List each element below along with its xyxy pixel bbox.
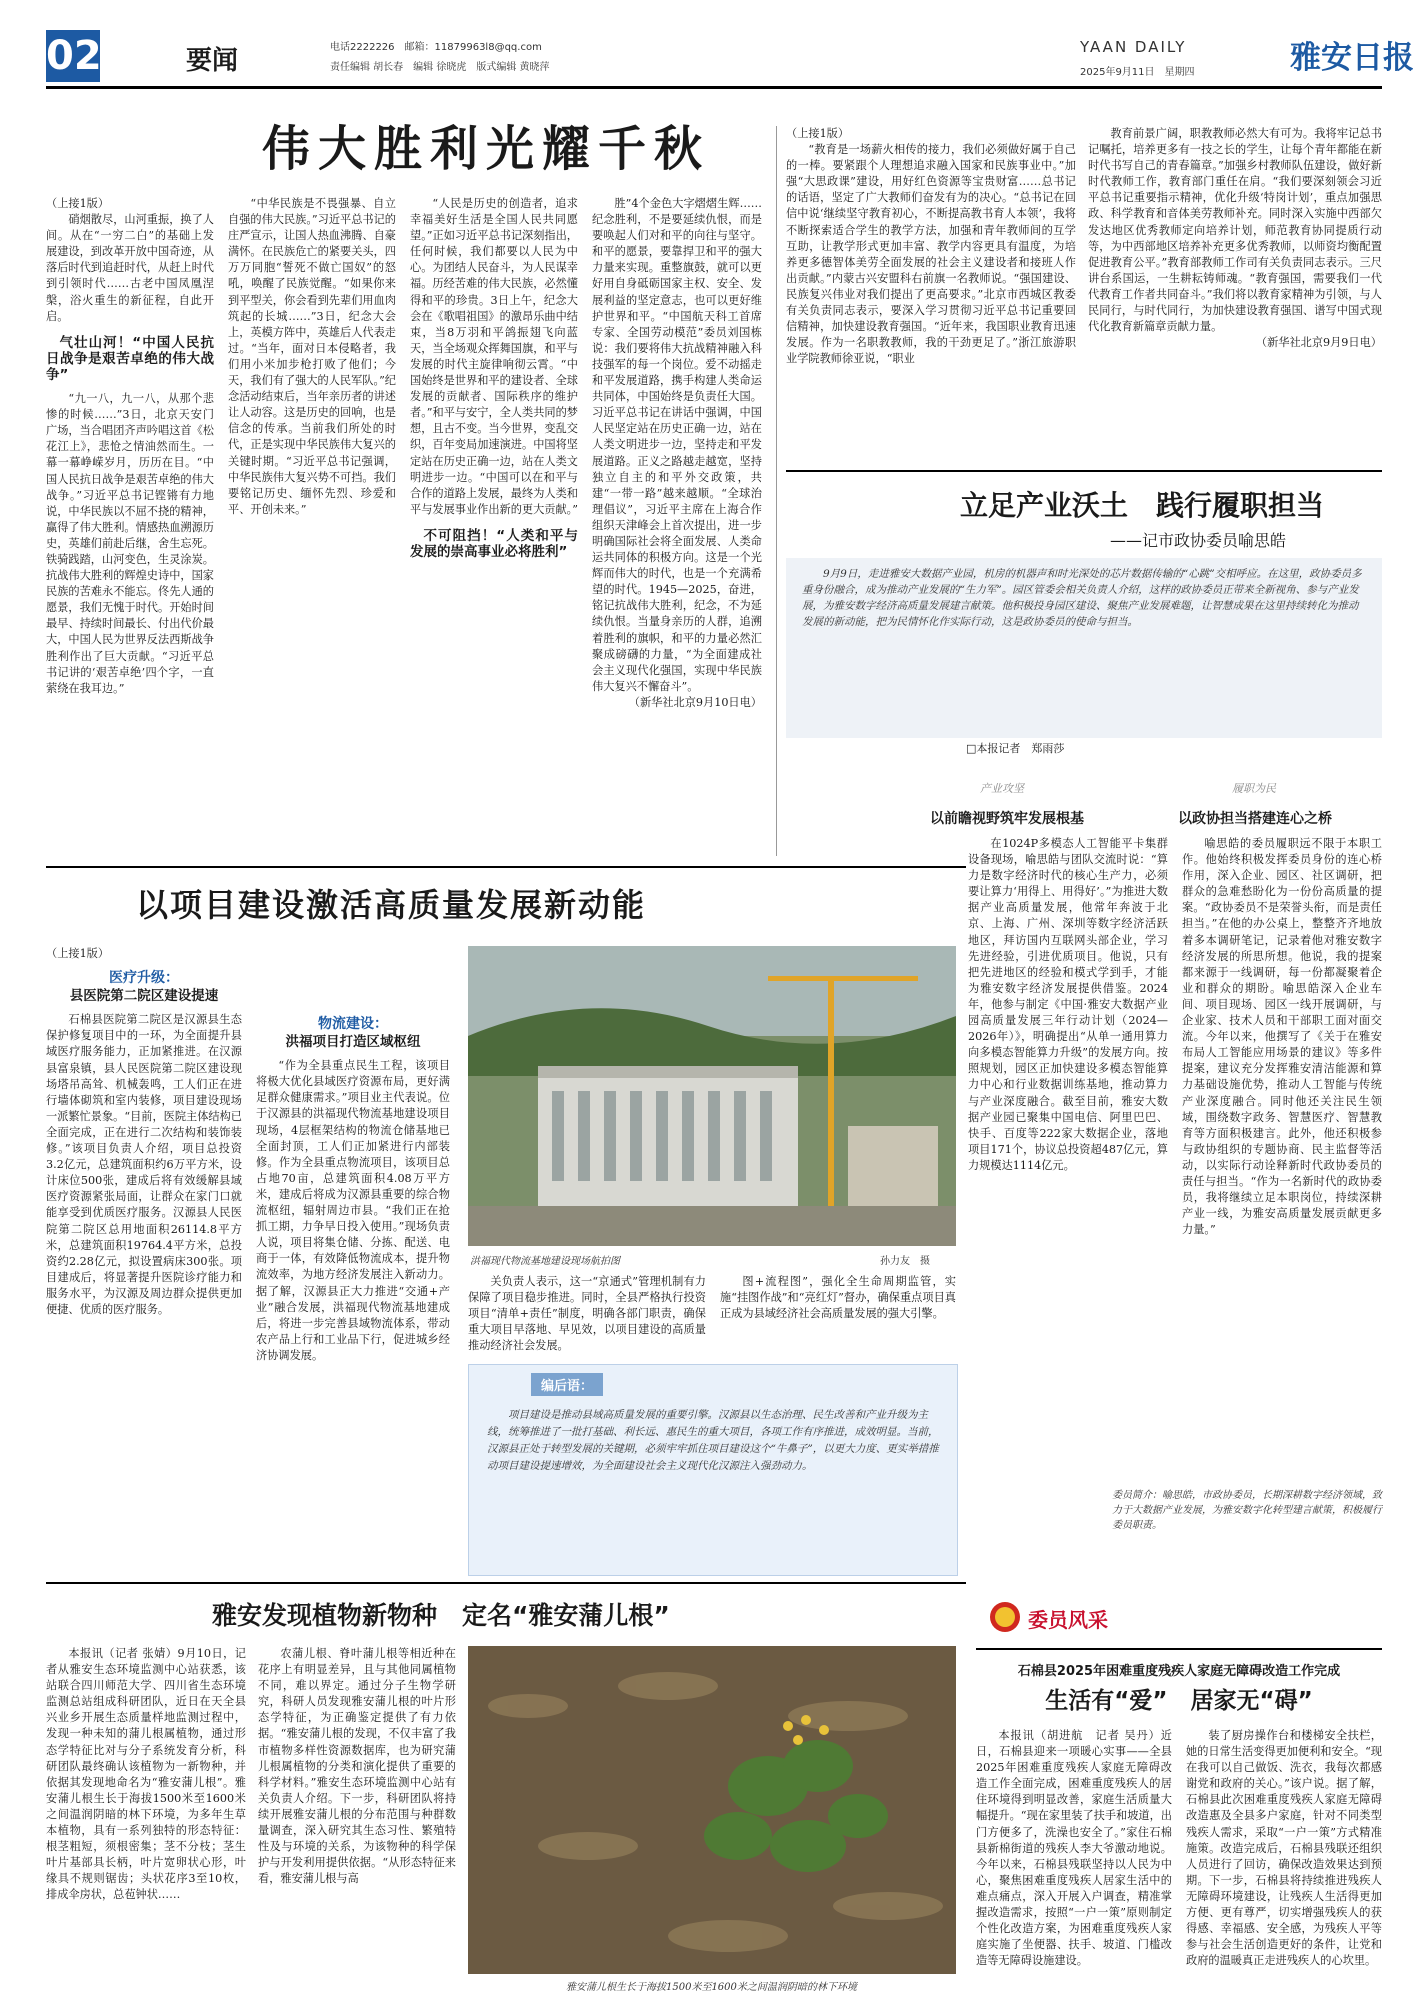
edu-paragraph: 教育前景广阔，职教教师必然大有可为。我将牢记总书记嘱托，培养更多有一技之长的学生，让每个青年都能在新时代书写自己的青春篇章。”加强乡村教师队伍建设，做好新时代教师工作，教育部门重任在肩。“我们要深刻领会习近平总书记重要指示精神，优化升级‘特岗计划’，重点加强思政、科学教育和音体美劳教师补充。同时深入实施中西部欠发达地区优秀教师定向培养计划，师范教育协同提质行动等，为中西部地区培养补充更多优秀教师，以师资均衡配置促进教育公平。”教育部教师工作司有关负责同志表示。三尺讲台系国运，一生耕耘铸师魂。“教育强国，需要我们一代代教育工作者共同奋斗。”我们将以教育家精神为引领，与人民同行，与时代同行，为加快建设教育强国、谱写中国式现代化教育新篇章贡献力量。	[1088, 127, 1382, 334]
edu-source: （新华社北京9月9日电）	[1255, 336, 1382, 350]
contact-line: 电话2222226 邮箱：11879963l8@qq.com	[330, 42, 542, 53]
logistics-photo	[468, 946, 956, 1246]
lead-paragraph: 胜”4个金色大字熠熠生辉……纪念胜利，不是要延续仇恨，而是要唤起人们对和平的向往与坚守。和平的愿景，要靠捍卫和平的强大力量来实现。重整旗鼓，就可以更好用自身砥砺国家主权、安全、发展利益的坚定意志，也可以更好维护世界和平。“中国航天科工首席专家、全国劳动模范”委员刘国栋说：我们要将伟大抗战精神融入科技强军的每一个岗位。爱不动摇走和平发展道路，携手构建人类命运共同体，中国始终是负责任大国。习近平总书记在讲话中强调，中国人民坚定站在历史正确一边，站在人类文明进步一边，坚持走和平发展道路。正义之路越走越宽，坚持独立自主的和平外交政策，共建“一带一路”越来越顺。“全球治理倡议”，习近平主席在上海合作组织天津峰会上首次提出，进一步明确国际社会将全面发展、人类命运共同体的积极方向。这是一个光辉而伟大的时代，也是一个充满希望的时代。1945—2025，奋进，铭记抗战伟大胜利，纪念，不为延续仇恨。当量身亲历的人群，追溯着胜利的旗帜，和平的力量必然汇聚成磅礴的力量，“为全面建成社会主义现代化强国，实现中华民族伟大复兴不懈奋斗”。	[592, 197, 762, 693]
editor-note-box	[468, 1364, 958, 1576]
member-profile-box	[1112, 1488, 1382, 1588]
lead-paragraph: 硝烟散尽，山河重振，换了人间。从在“一穷二白”的基础上发展建设，到改革开放中国奇迹，从落后时代到追赶时代，从赶上时代到引领时代……古老中国凤凰涅槃，浴火重生的新征程，自此开启。	[46, 213, 214, 323]
section-name: 要闻	[186, 46, 239, 76]
member-paragraph: 喻思皓的委员履职远不限于本职工作。他始终积极发挥委员身份的连心桥作用，深入企业、园区、社区调研，把群众的急难愁盼化为一份份高质量的提案。“政协委员不是荣誉头衔，而是责任担当。”在他的办公桌上，整整齐齐地放着多本调研笔记，记录着他对雅安数字经济发展的所思所想。他说，我的提案都来源于一线调研，每一份都凝聚着企业和群众的期盼。喻思皓深入企业车间、项目现场、园区一线开展调研，与企业家、技术人员和干部职工面对面交流。今年以来，他撰写了《关于在雅安布局人工智能应用场景的建议》等多件提案，建议充分发挥雅安清洁能源和算力基础设施优势，推动人工智能与传统产业深度融合。同时他还关注民生领域，围绕数字政务、智慧医疗、智慧教育等方面积极建言。此外，他还积极参与政协组织的专题协商、民主监督等活动，以实际行动诠释新时代政协委员的责任与担当。“作为一名新时代的政协委员，我将继续立足本职岗位，持续深耕产业一线，为雅安高质量发展贡献更多力量。”	[1182, 837, 1382, 1237]
lead-column-3	[410, 196, 578, 856]
page-number: 02	[46, 30, 100, 82]
logistics-caption: 洪福现代物流基地建设现场航拍图	[470, 1256, 620, 1267]
project-subhead-2b: 洪福项目打造区域枢纽	[285, 1034, 421, 1051]
lead-headline: 伟大胜利光耀千秋	[261, 121, 710, 177]
edu-column-2	[1088, 126, 1382, 422]
section-rule	[976, 1648, 1382, 1650]
lead-column-2	[228, 196, 396, 856]
photo-credit: 孙力友 摄	[880, 1256, 930, 1267]
emblem-icon	[988, 1600, 1022, 1634]
project-paragraph: “作为全县重点民生工程，该项目将极大优化县域医疗资源布局，更好满足群众健康需求。”项目业主代表说。位于汉源县的洪福现代物流基地建设项目现场，4层框架结构的物流仓储基地已全面封顶，工人们正加紧进行内部装修。作为全县重点物流项目，该项目总占地70亩，总建筑面积4.08万平方米，建成后将成为汉源县重要的综合物流枢纽，辐射周边市县。“我们正在抢抓工期，力争早日投入使用。”现场负责人说，项目将集仓储、分拣、配送、电商于一体，有效降低物流成本，提升物流效率，为地方经济发展注入新动力。据了解，汉源县正大力推进“交通+产业”融合发展，洪福现代物流基地建成后，将进一步完善县域物流体系，带动农产品上行和工业品下行，促进城乡经济协调发展。	[256, 1059, 450, 1362]
member-paragraph: 在1024P多模态人工智能平卡集群设备现场，喻思皓与团队交流时说：“算力是数字经济时代的核心生产力，必须要让算力‘用得上、用得好’。”为推进大数据产业高质量发展，他常年奔波于北京、上海、广州、深圳等数字经济活跃地区，拜访国内互联网头部企业，学习先进经验，引进优质项目。他说，只有把先进地区的经验和模式学到手，才能为雅安数字经济发展提供借鉴。2024年，他参与制定《中国·雅安大数据产业园高质量发展三年行动计划（2024—2026年）》，明确提出“从单一通用算力向多模态智能算力升级”的发展方向。按照规划，园区正加快建设多模态智能算力中心和行业数据训练基地，推动算力与产业深度融合。截至目前，雅安大数据产业园已聚集中国电信、阿里巴巴、快手、百度等222家大数据企业，落地项目171个，协议总投资超487亿元，算力规模达1114亿元。	[968, 837, 1168, 1172]
member-subhead-2: 以政协担当搭建连心之桥	[1178, 811, 1332, 827]
member-intro: 9月9日，走进雅安大数据产业园，机房的机器声和时光深处的芯片数据传输的“心跳”交相呼应。在这里，政协委员多重身份融合，成为推动产业发展的“生力军”。园区管委会相关负责人介绍，这样的政协委员正带来全新视角、参与产业发展，为雅安数字经济高质量发展建言献策。他积极投身园区建设、聚焦产业发展难题，让智慧成果在这里持续转化为推动发展的新动能，把为民情怀化作实际行动，这是政协委员的使命与担当。	[802, 568, 1362, 628]
edu-paragraph: “教育是一场薪火相传的接力，我们必须做好属于自己的一棒。要紧跟个人理想追求融入国家和民族事业中。”加强“大思政课”建设，用好红色资源等宝贵财富……总书记的话语，坚定了广大教师们奋发有为的决心。“总书记在回信中说‘继续坚守教育初心，不断提高教书育人本领’，我将不断探索适合学生的教学方法，加强和青年教师间的互学互助，让教学形式更加丰富、教学内容更具有温度，为培养更多德智体美劳全面发展的社会主义建设者和接班人作出贡献。”内蒙古兴安盟科右前旗一名教师说。“强国建设、民族复兴伟业对我们提出了更高要求。”北京市西城区教委有关负责同志表示，要深入学习贯彻习近平总书记重要回信精神，加快建设教育强国。“近年来，我国职业教育迅速发展。作为一名职教教师，我的干劲更足了。”浙江旅游职业学院教师徐亚说，“职业	[786, 143, 1076, 366]
member-column-2	[1182, 836, 1382, 1486]
plant-column-2	[258, 1646, 456, 1996]
plant-headline: 雅安发现植物新物种 定名“雅安蒲儿根”	[212, 1601, 670, 1630]
project-subhead-1: 医疗升级：	[109, 970, 179, 987]
plant-paragraph: 本报讯（记者 张婧）9月10日，记者从雅安生态环境监测中心站获悉，该站联合四川师范大学、四川省生态环境监测总站组成科研团队，近日在天全县兴业乡开展生态质量样地监测过程中，发现一种未知的蒲儿根属植物，通过形态学特征比对与分子系统发育分析，科研团队最终确认该植物为一新物种，并依据其发现地命名为“雅安蒲儿根”。雅安蒲儿根生长于海拔1500米至1600米之间温润阴暗的林下环境，为多年生草本植物，具有一系列独特的形态特征：根茎粗短，须根密集；茎不分枝；茎生叶片基部具长柄，叶片宽卵状心形，叶缘具不规则锯齿；头状花序3至10枚，排成伞房状，总苞钟状……	[46, 1647, 246, 1902]
project-paragraph: 图+流程图”，强化全生命周期监管，实施“挂图作战”和“亮红灯”督办，确保重点项目真正成为县域经济社会高质量发展的强大引擎。	[720, 1275, 956, 1321]
lead-paragraph: “九一八，九一八，从那个悲惨的时候……”3日，北京天安门广场，当合唱团齐声吟唱这首《松花江上》，悲怆之情油然而生。一幕一幕峥嵘岁月，历历在目。“中国人民抗日战争是艰苦卓绝的伟大战争。”习近平总书记铿锵有力地说，中华民族以不屈不挠的精神，赢得了伟大胜利。情感热血溯源历史，英雄们前赴后继，舍生忘死。铁骑践踏，山河变色，生灵涂炭。抗战伟大胜利的辉煌史诗中，国家民族的苦难永不能忘。佟先人通的愿景，我们无愧于时代。开始时间最早、持续时间最长、付出代价最大，中国人民为世界反法西斯战争胜利作出了巨大贡献。“习近平总书记讲的‘艰苦卓绝’四个字，一直萦绕在我耳边。”	[46, 392, 214, 695]
shimian-paragraph: 本报讯（胡进航 记者 吴丹）近日，石棉县迎来一项暖心实事——全县2025年困难重度残疾人家庭无障碍改造工作全面完成，困难重度残疾人的居住环境得到明显改善，家庭生活质量大幅提升。“现在家里装了扶手和坡道，出门方便多了，洗澡也安全了。”家住石棉县新棉街道的残疾人李大爷激动地说。今年以来，石棉县残联坚持以人民为中心，聚焦困难重度残疾人居家生活中的难点痛点，深入开展入户调查，精准掌握改造需求，按照“一户一策”原则制定个性化改造方案，为困难重度残疾人家庭实施了坐便器、扶手、坡道、门槛改造等无障碍设施建设。	[976, 1729, 1172, 1968]
project-subhead-1b: 县医院第二院区建设提速	[69, 988, 219, 1005]
plant-column-1	[46, 1646, 246, 1996]
member-headline: 立足产业沃土 践行履职担当	[960, 489, 1325, 522]
member-reporter: □本报记者 郑雨莎	[966, 742, 1065, 755]
paper-logo: 雅安日报	[1290, 40, 1414, 76]
editor-note-label: 编后语：	[531, 1373, 603, 1396]
member-profile-text: 委员简介：喻思皓，市政协委员，长期深耕数字经济领域，致力于大数据产业发展，为雅安数字化转型建言献策，积极履行委员职责。	[1112, 1490, 1382, 1531]
project-subhead-2: 物流建设：	[318, 1016, 388, 1032]
issue-date: 2025年9月11日 星期四	[1080, 67, 1195, 78]
paper-english-name: YAAN DAILY	[1080, 38, 1187, 56]
plant-paragraph: 农蒲儿根、脊叶蒲儿根等相近种在花序上有明显差异，且与其他同属植物不同，难以界定。通过分子生物学研究，科研人员发现雅安蒲儿根的叶片形态学特征，为正确鉴定提供了有力依据。“雅安蒲儿根的发现，不仅丰富了我市植物多样性资源数据库，也为研究蒲儿根属植物的分类和演化提供了重要的科学材料。”雅安生态环境监测中心站有关负责人介绍。下一步，科研团队将持续开展雅安蒲儿根的分布范围与种群数量调查，深入研究其生态习性、繁殖特性及与环境的关系，为该物种的科学保护与开发利用提供依据。“从形态特征来看，雅安蒲儿根与高	[258, 1647, 456, 1886]
header-rule	[46, 86, 1382, 89]
plant-caption: 雅安蒲儿根生长于海拔1500米至1600米之间温润阴暗的林下环境	[566, 1982, 857, 1993]
plant-photo	[468, 1646, 956, 1974]
member-tag-2: 履职为民	[1232, 782, 1276, 795]
lead-subhead-2: 不可阻挡！“人类和平与发展的崇高事业必将胜利”	[410, 527, 578, 560]
member-subhead-1: 以前瞻视野筑牢发展根基	[930, 811, 1084, 827]
project-paragraph: 石棉县医院第二院区是汉源县生态保护修复项目中的一环，为全面提升县域医疗服务能力，正加紧推进。在汉源县富泉镇，县人民医院第二院区建设现场塔吊高耸、机械轰鸣，工人们正在进行墙体砌筑和室内装修，项目建设现场一派繁忙景象。“目前，医院主体结构已全面完成，正在进行二次结构和装饰装修。”该项目负责人介绍，项目总投资3.2亿元，总建筑面积约6万平方米，设计床位500张，建成后将有效缓解县域医疗资源紧张局面，让群众在家门口就能享受到优质医疗服务。汉源县人民医院第二院区总用地面积26114.8平方米，总建筑面积19764.4平方米，总投资约2.28亿元，拟设置病床300张。项目建成后，将显著提升医院诊疗能力和服务水平，为汉源及周边群众提供更加便捷、优质的医疗服务。	[46, 1013, 242, 1316]
member-intro-box	[786, 558, 1382, 738]
edu-byline: （上接1版）	[786, 127, 850, 140]
shimian-paragraph: 装了厨房操作台和楼梯安全扶栏，她的日常生活变得更加便利和安全。“现在我可以自己做饭、洗衣，我每次都感谢党和政府的关心。”该户说。据了解，石棉县此次困难重度残疾人家庭无障碍改造惠及全县多户家庭，针对不同类型残疾人需求，采取“一户一策”方式精准施策。改造完成后，石棉县残联还组织人员进行了回访，确保改造效果达到预期。下一步，石棉县将持续推进残疾人无障碍环境建设，让残疾人生活得更加方便、更有尊严，切实增强残疾人的获得感、幸福感、安全感，为残疾人平等参与社会生活创造更好的条件，让党和政府的温暖真正走进残疾人的心坎里。	[1186, 1729, 1382, 1968]
lead-subhead-1: 气壮山河！“中国人民抗日战争是艰苦卓绝的伟大战争”	[46, 334, 214, 383]
lead-source: （新华社北京9月10日电）	[628, 695, 762, 709]
lead-paragraph: “人民是历史的创造者，追求幸福美好生活是全国人民共同愿望。”正如习近平总书记深刻指出，任何时候，我们都要以人民为中心。为团结人民奋斗，为人民谋幸福。历经苦难的伟大民族，必然懂得和平的珍贵。3日上午，纪念大会在《歌唱祖国》的激昂乐曲中结束，当8万羽和平鸽振翅飞向蓝天，当全场观众挥舞国旗，和平与发展的时代主旋律响彻云霄。“中国始终是世界和平的建设者、全球发展的贡献者、国际秩序的维护者。”和平与安宁，全人类共同的梦想，且古不变。当今世界，变乱交织，百年变局加速演进。中国将坚定站在历史正确一边，站在人类文明进步一边。“中国可以在和平与合作的道路上发展，最终为人类和平与发展事业作出新的更大贡献。”	[410, 197, 578, 516]
project-byline: （上接1版）	[46, 947, 110, 960]
shimian-column-1	[976, 1728, 1172, 1998]
lead-byline: （上接1版）	[46, 197, 110, 210]
edu-column-1	[786, 126, 1076, 422]
editor-line: 责任编辑 胡长春 编辑 徐晓虎 版式编辑 黄晓萍	[330, 62, 550, 73]
column-divider	[776, 126, 777, 856]
project-paragraph: 关负责人表示，这一“京通式”管理机制有力保障了项目稳步推进。同时，全县严格执行投资项目“清单+责任”制度，明确各部门职责，确保重大项目早落地、早见效，以项目建设的高质量推动经济社会发展。	[468, 1275, 706, 1353]
member-style-label: 委员风采	[1028, 1608, 1108, 1632]
project-column-3	[468, 1274, 706, 1360]
member-subtitle: ——记市政协委员喻思皓	[1110, 531, 1287, 550]
project-column-4	[720, 1274, 956, 1360]
member-tag-1: 产业攻坚	[980, 782, 1024, 795]
member-style-logo	[988, 1600, 1118, 1636]
shimian-column-2	[1186, 1728, 1382, 1998]
member-column-1	[968, 836, 1168, 1486]
section-rule	[786, 470, 1382, 472]
shimian-headline: 生活有“爱” 居家无“碍”	[1045, 1688, 1313, 1714]
lead-paragraph: “中华民族是不畏强暴、自立自强的伟大民族。”习近平总书记的庄严宣示，让国人热血沸腾、自豪满怀。在民族危亡的紧要关头，四万万同胞“誓死不做亡国奴”的怒吼，唤醒了民族觉醒。“如果你来到平型关，你会看到先辈们用血肉筑起的长城……”3日，纪念大会上，英模方阵中，英雄后人代表走过。“当年，面对日本侵略者，我们用小米加步枪打败了他们；今天，我们有了强大的人民军队。”纪念活动结束后，当年亲历者的讲述让人动容。这是历史的回响，也是信念的传承。当前我们所处的时代，正是实现中华民族伟大复兴的关键时期。“习近平总书记强调，中华民族伟大复兴势不可挡。我们要铭记历史、缅怀先烈、珍爱和平、开创未来。”	[228, 197, 396, 516]
section-rule	[46, 1582, 966, 1584]
section-rule	[46, 866, 966, 868]
shimian-kicker: 石棉县2025年困难重度残疾人家庭无障碍改造工作完成	[1017, 1664, 1341, 1679]
project-headline: 以项目建设激活高质量发展新动能	[136, 886, 647, 924]
lead-column-1	[46, 196, 214, 856]
editor-note-text: 项目建设是推动县域高质量发展的重要引擎。汉源县以生态治理、民生改善和产业升级为主线，统筹推进了一批打基础、利长远、惠民生的重大项目，各项工作有序推进，成效明显。当前，汉源县正处于转型发展的关键期，必须牢牢抓住项目建设这个“牛鼻子”，以更大力度、更实举措推动项目建设提速增效，为全面建设社会主义现代化汉源注入强劲动力。	[487, 1409, 939, 1472]
lead-column-4	[592, 196, 762, 856]
